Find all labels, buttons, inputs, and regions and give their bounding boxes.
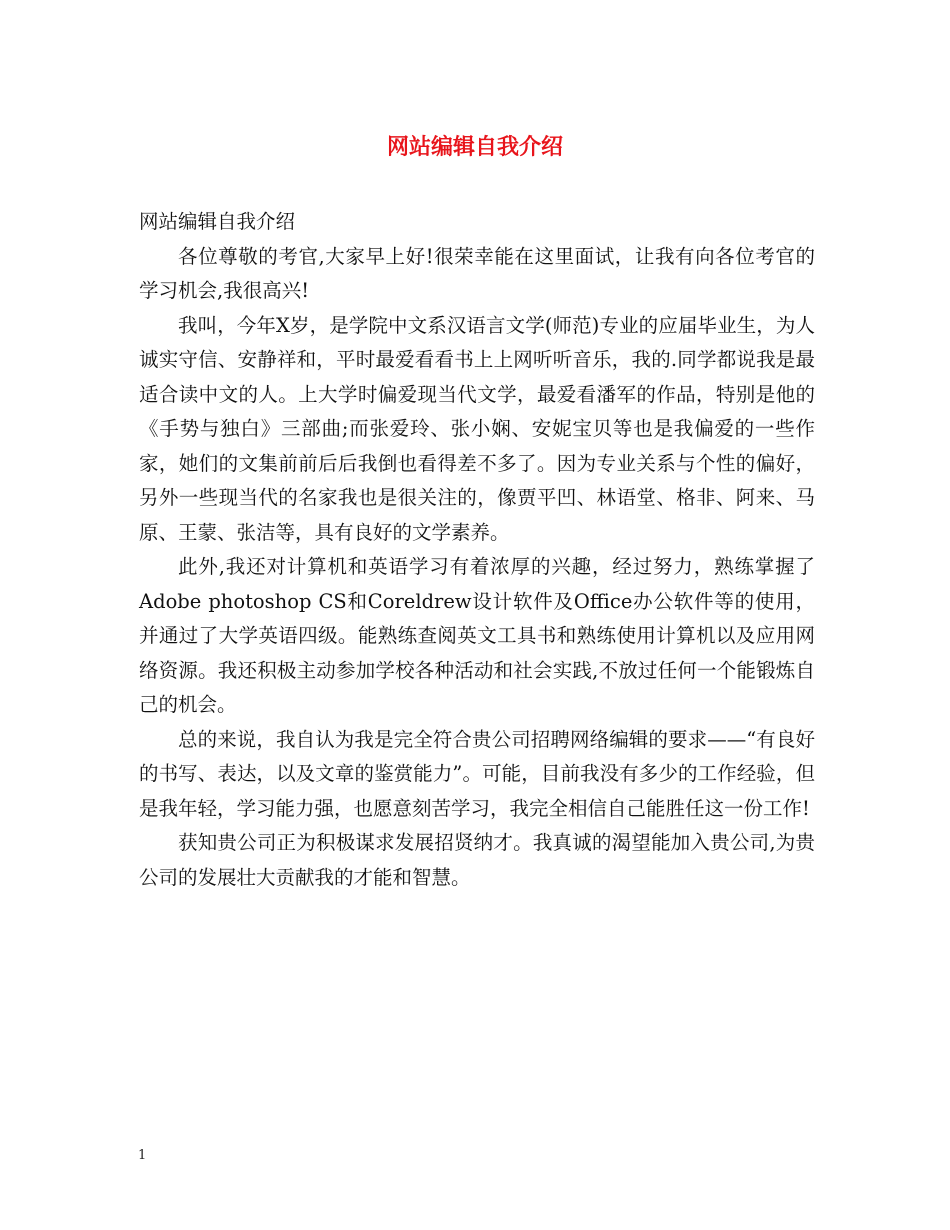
paragraph-summary: 总的来说，我自认为我是完全符合贵公司招聘网络编辑的要求——“有良好的书写、表达，以及文章的鉴赏能力”。可能，目前我没有多少的工作经验，但是我年轻，学习能力强，也愿意刻苦学习，我完全相信自己能胜任这一份工作! xyxy=(139,727,815,820)
paragraph-greeting: 各位尊敬的考官,大家早上好!很荣幸能在这里面试，让我有向各位考官的学习机会,我很高兴! xyxy=(139,244,815,302)
document-subtitle: 网站编辑自我介绍 xyxy=(139,210,296,233)
paragraph-skills: 此外,我还对计算机和英语学习有着浓厚的兴趣，经过努力，熟练掌握了Adobe photoshop CS和Coreldrew设计软件及Office办公软件等的使用，并通过了大学英语四级。能熟练查阅英文工具书和熟练使用计算机以及应用网络资源。我还积极主动参加学校各种活动和社会实践,不放过任何一个能锻炼自己的机会。 xyxy=(139,555,815,716)
document-title: 网站编辑自我介绍 xyxy=(386,134,563,160)
page-number: 1 xyxy=(138,1148,147,1163)
paragraph-closing: 获知贵公司正为积极谋求发展招贤纳才。我真诚的渴望能加入贵公司,为贵公司的发展壮大贡献我的才能和智慧。 xyxy=(139,831,815,889)
paragraph-personal-background: 我叫，今年X岁，是学院中文系汉语言文学(师范)专业的应届毕业生，为人诚实守信、安静祥和，平时最爱看看书上上网听听音乐，我的.同学都说我是最适合读中文的人。上大学时偏爱现当代文学，最爱看潘军的作品，特别是他的《手势与独白》三部曲;而张爱玲、张小娴、安妮宝贝等也是我偏爱的一些作家，她们的文集前前后后我倒也看得差不多了。因为专业关系与个性的偏好，另外一些现当代的名家我也是很关注的，像贾平凹、林语堂、格非、阿来、马原、王蒙、张洁等，具有良好的文学素养。 xyxy=(139,313,815,544)
document-body xyxy=(139,205,815,895)
